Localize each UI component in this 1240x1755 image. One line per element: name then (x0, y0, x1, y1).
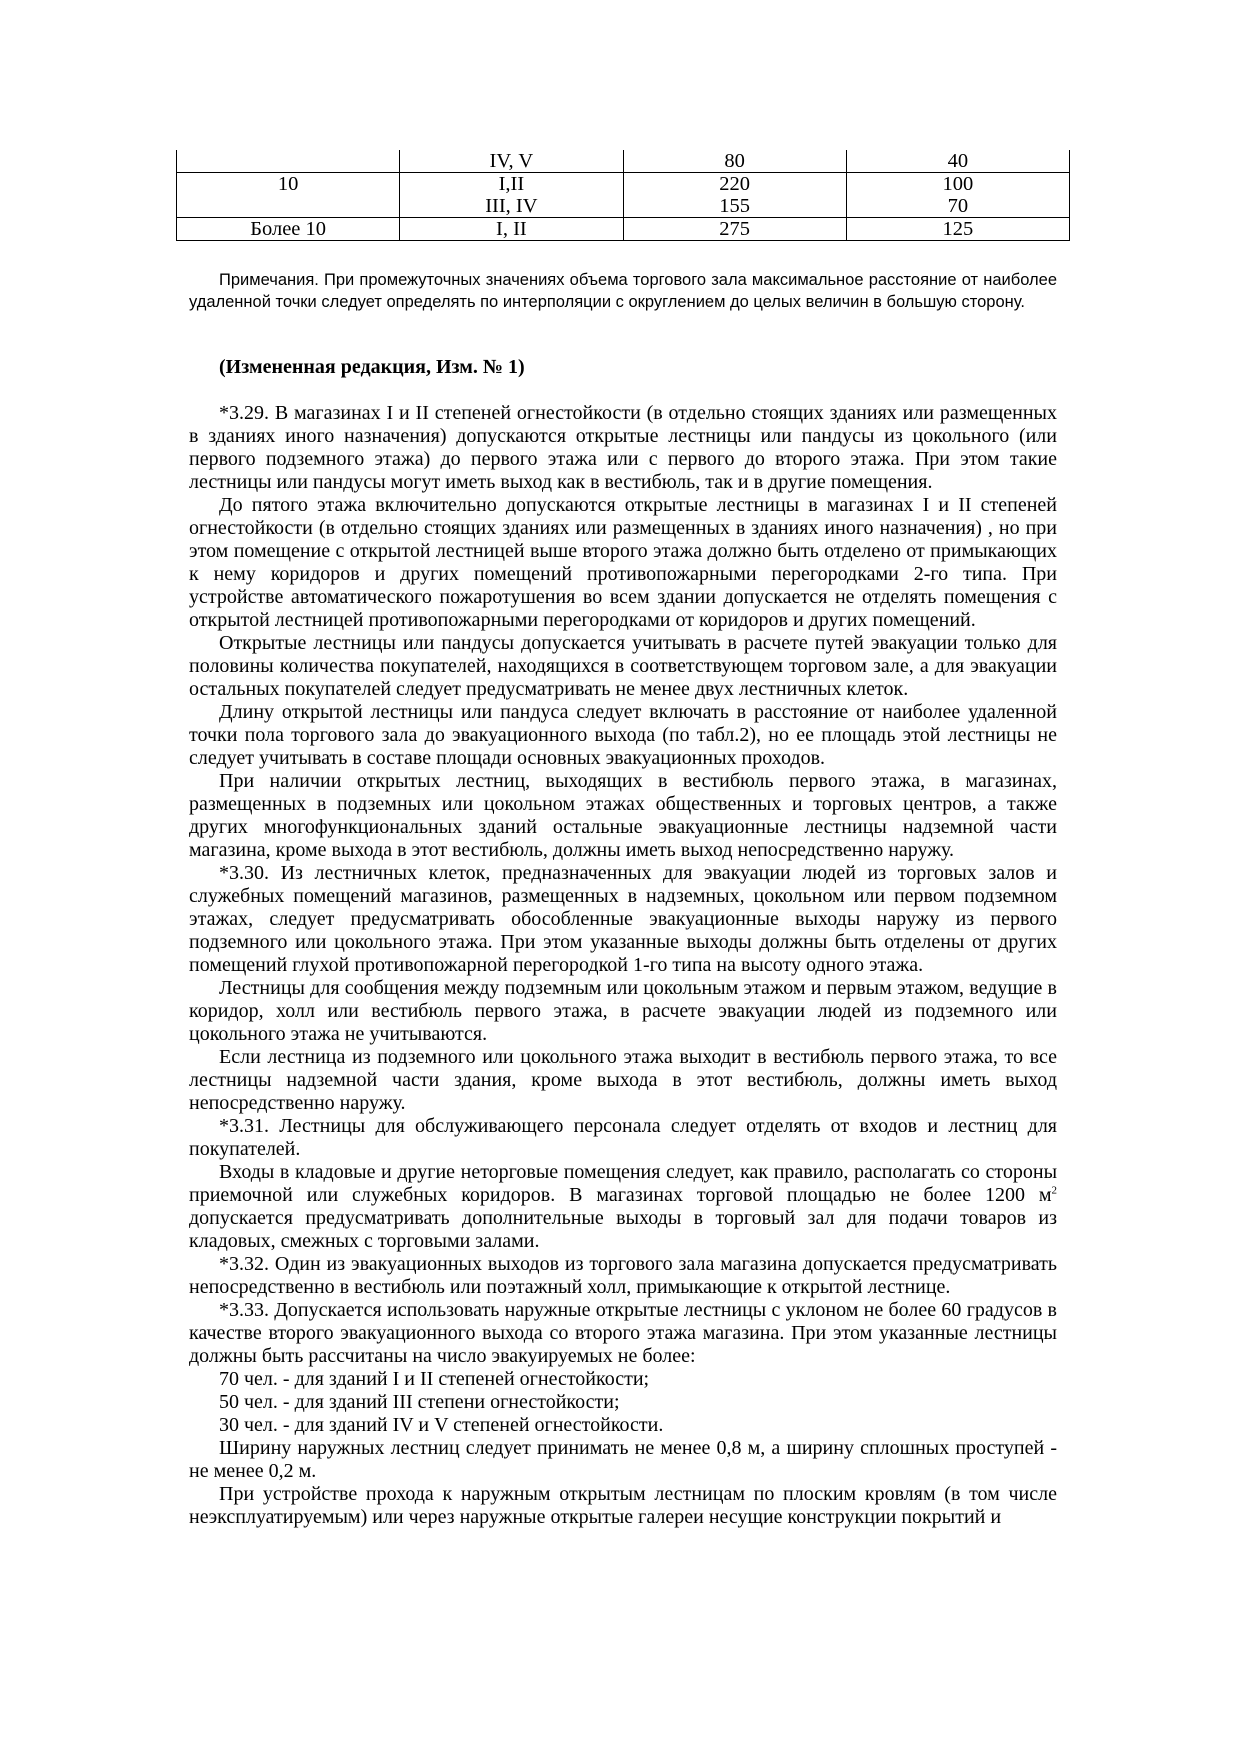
paragraph: До пятого этажа включительно допускаются открытые лестницы в магазинах I и II степеней огнестойкости (в отдельно стоящих зданиях или размещенных в зданиях иного назначения) , но при этом помещение с открытой лестницей выше второго этажа должно быть отделено от примыкающих к нему коридоров и других помещений противопожарными перегородками 2-го типа. При устройстве автоматического пожаротушения во всем здании допускается не отделять помещения с открытой лестницей противопожарными перегородками от коридоров и других помещений. (189, 494, 1057, 631)
body-text (189, 402, 1057, 1529)
table-cell: 10 (177, 173, 400, 218)
paragraph-text: допускается предусматривать дополнительные выходы в торговый зал для подачи товаров из кладовых, смежных с торговыми залами. (189, 1207, 1057, 1252)
cell-line: 155 (719, 195, 750, 217)
list-item: 50 чел. - для зданий III степени огнестойкости; (219, 1391, 620, 1413)
paragraph: Лестницы для сообщения между подземным или цокольным этажом и первым этажом, ведущие в коридор, холл или вестибюль первого этажа, в расчете эвакуации людей из подземного или цокольного этажа не учитываются. (189, 977, 1057, 1045)
table-row (177, 150, 1070, 173)
cell-line: I,II (498, 173, 525, 195)
superscript: 2 (1051, 1184, 1057, 1197)
table-note: Примечания. При промежуточных значениях объема торгового зала максимальное расстояние от наиболее удаленной точки следует определять по интерполяции с округлением до целых величин в большую сторону. (189, 271, 1057, 311)
paragraph: *3.33. Допускается использовать наружные открытые лестницы с уклоном не более 60 градусов в качестве второго эвакуационного выхода со второго этажа магазина. При этом указанные лестницы должны быть рассчитаны на число эвакуируемых не более: (189, 1299, 1057, 1367)
paragraph-text: Входы в кладовые и другие неторговые помещения следует, как правило, располагать со стороны приемочной или служебных коридоров. В магазинах торговой площадью не более 1200 м (189, 1161, 1057, 1206)
paragraph: При наличии открытых лестниц, выходящих в вестибюль первого этажа, в магазинах, размещенных в подземных или цокольном этажах общественных и торговых центров, а также других многофункциональных зданий остальные эвакуационные лестницы надземной части магазина, кроме выхода в этот вестибюль, должны иметь выход непосредственно наружу. (189, 770, 1057, 861)
paragraph: *3.31. Лестницы для обслуживающего персонала следует отделять от входов и лестниц для покупателей. (189, 1115, 1057, 1160)
cell-line: 220 (719, 173, 750, 195)
distance-table (176, 150, 1070, 241)
paragraph: *3.29. В магазинах I и II степеней огнестойкости (в отдельно стоящих зданиях или размещенных в зданиях иного назначения) допускаются открытые лестницы или пандусы из цокольного (или первого подземного этажа) до первого этажа или с первого до второго этажа. При этом такие лестницы или пандусы могут иметь выход как в вестибюль, так и в другие помещения. (189, 402, 1057, 493)
list-item: 70 чел. - для зданий I и II степеней огнестойкости; (219, 1368, 650, 1390)
paragraph: При устройстве прохода к наружным открытым лестницам по плоским кровлям (в том числе неэксплуатируемым) или через наружные открытые галереи несущие конструкции покрытий и (189, 1483, 1057, 1528)
paragraph: Длину открытой лестницы или пандуса следует включать в расстояние от наиболее удаленной точки пола торгового зала до эвакуационного выхода (по табл.2), но ее площадь этой лестницы не следует учитывать в составе площади основных эвакуационных проходов. (189, 701, 1057, 769)
paragraph: Если лестница из подземного или цокольного этажа выходит в вестибюль первого этажа, то все лестницы надземной части здания, кроме выхода в этот вестибюль, должны иметь выход непосредственно наружу. (189, 1046, 1057, 1114)
paragraph: Ширину наружных лестниц следует принимать не менее 0,8 м, а ширину сплошных проступей - не менее 0,2 м. (189, 1437, 1057, 1482)
table-cell (846, 173, 1069, 218)
paragraph: Открытые лестницы или пандусы допускается учитывать в расчете путей эвакуации только для половины количества покупателей, находящихся в соответствующем торговом зале, а для эвакуации остальных покупателей следует предусматривать не менее двух лестничных клеток. (189, 632, 1057, 700)
cell-line: III, IV (485, 195, 538, 217)
table-cell: 40 (846, 150, 1069, 173)
table-cell: I, II (400, 218, 623, 241)
list-item: 30 чел. - для зданий IV и V степеней огнестойкости. (219, 1414, 664, 1436)
table-row (177, 173, 1070, 218)
paragraph (189, 1161, 1057, 1253)
table-cell (400, 173, 623, 218)
table-cell: 80 (623, 150, 846, 173)
paragraph: *3.32. Один из эвакуационных выходов из торгового зала магазина допускается предусматривать непосредственно в вестибюль или поэтажный холл, примыкающие к открытой лестнице. (189, 1253, 1057, 1298)
table-cell: 275 (623, 218, 846, 241)
table-cell: Более 10 (177, 218, 400, 241)
table-row (177, 218, 1070, 241)
cell-line: 100 (942, 173, 974, 195)
amendment-heading: (Измененная редакция, Изм. № 1) (219, 356, 525, 378)
table-cell (623, 173, 846, 218)
paragraph: *3.30. Из лестничных клеток, предназначенных для эвакуации людей из торговых залов и служебных помещений магазинов, размещенных в надземных, цокольном или первом подземном этажах, следует предусматривать обособленные эвакуационные выходы наружу из первого подземного или цокольного этажа. При этом указанные выходы должны быть отделены от других помещений глухой противопожарной перегородкой 1-го типа на высоту одного этажа. (189, 862, 1057, 976)
table-cell: IV, V (400, 150, 623, 173)
table-cell (177, 150, 400, 173)
cell-line: 70 (947, 195, 969, 217)
table-cell: 125 (846, 218, 1069, 241)
